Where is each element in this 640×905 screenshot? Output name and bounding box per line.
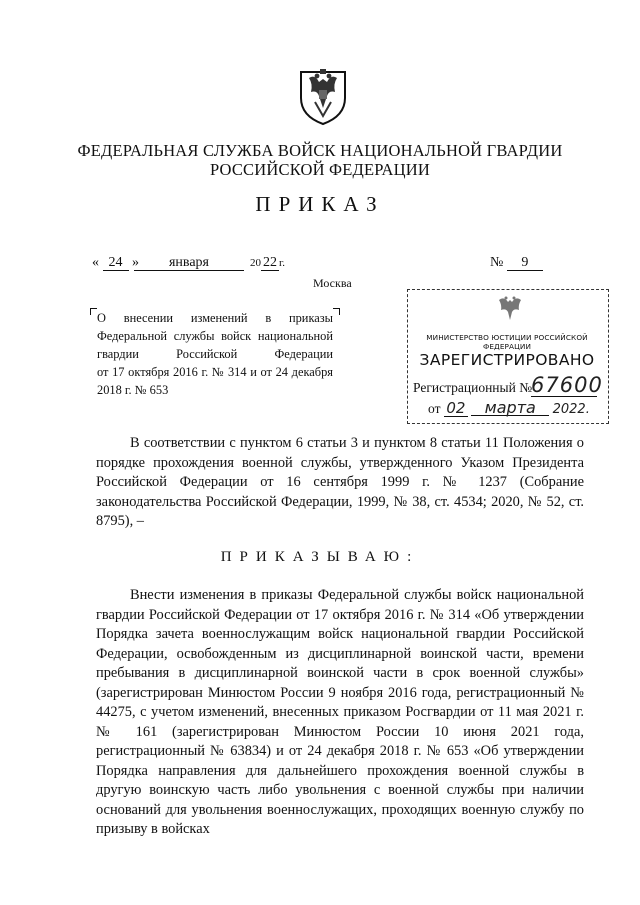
preamble-paragraph: В соответствии с пунктом 6 статьи 3 и пунктом 8 статьи 11 Положения о порядке прохождения военной службы, утвержденного Указом Президента Российской Федерации от 16 сентября 1999 г. № 1237 (Собрание законодательства Российской Федерации, 1999, № 38, ст. 4534; 2020, № 52, ст. 8795), – xyxy=(96,435,584,529)
subject-line: от 17 октября 2016 г. № 314 и от 24 декабря xyxy=(97,365,333,379)
stamp-date-from: от xyxy=(428,401,441,416)
stamp-registered-label: ЗАРЕГИСТРИРОВАНО xyxy=(419,351,595,369)
date-year-suffix: 22 xyxy=(263,255,277,270)
subject-line: О внесении изменений в приказы xyxy=(97,311,333,325)
stamp-date xyxy=(428,400,590,417)
date-year-abbr: г. xyxy=(279,257,286,269)
stamp-reg-number-value: 67600 xyxy=(531,373,603,397)
order-number: 9 xyxy=(507,255,543,271)
date-month-field xyxy=(134,255,244,271)
stamp-ministry-name: МИНИСТЕРСТВО ЮСТИЦИИ РОССИЙСКОЙ ФЕДЕРАЦИИ xyxy=(426,333,588,351)
date-field xyxy=(92,255,139,271)
stamp-emblem-icon xyxy=(493,292,527,326)
city-name: Москва xyxy=(313,276,352,290)
state-emblem-icon xyxy=(291,62,355,126)
date-open-quote: « xyxy=(92,255,99,270)
stamp-reg-number-label: Регистрационный № xyxy=(413,380,533,395)
order-word: ПРИКАЗЫВАЮ: xyxy=(220,549,420,565)
order-number-label: № xyxy=(490,255,504,270)
stamp-date-year: 2022. xyxy=(552,402,590,417)
subject-corner-right xyxy=(333,308,340,315)
stamp-date-month: марта xyxy=(471,400,549,416)
date-year-field xyxy=(250,255,285,271)
date-year-prefix: 20 xyxy=(250,257,261,269)
stamp-date-day: 02 xyxy=(444,401,468,417)
subject-line: Федеральной службы войск национальной xyxy=(97,329,333,343)
subject-line: гвардии Российской Федерации xyxy=(97,347,333,361)
date-month: января xyxy=(134,255,244,271)
date-close-quote: » xyxy=(132,255,139,270)
order-paragraph: Внести изменения в приказы Федеральной службы войск национальной гвардии Российской Федерации от 17 октября 2016 г. № 314 «Об утверждении Порядка зачета военнослужащим войск национальной гвардии Российской Федерации, освобожденным из дисциплинарной воинской части, времени пребывания в дисциплинарной воинской части в срок военной службы» (зарегистрирован Минюстом России 9 ноября 2016 года, регистрационный № 44275, с учетом изменений, внесенных приказом Росгвардии от 11 мая 2021 г. № 161 (зарегистрирован Минюстом России 10 июня 2021 года, регистрационный № 63834) и от 24 декабря 2018 г. № 653 «Об утверждении Порядка направления для дальнейшего прохождения военной службы в другую воинскую часть либо увольнения с военной службы при наличии оснований для увольнения военнослужащих, проходящих военную службу по призыву в войсках xyxy=(96,587,584,837)
organization-name-line2: РОССИЙСКОЙ ФЕДЕРАЦИИ xyxy=(209,160,431,179)
subject-corner-left xyxy=(90,308,97,315)
document-subject xyxy=(97,309,333,399)
document-type-title: ПРИКАЗ xyxy=(255,192,385,216)
subject-line: 2018 г. № 653 xyxy=(97,383,169,397)
order-number-field xyxy=(490,255,543,271)
date-day: 24 xyxy=(103,255,129,271)
stamp-reg-number xyxy=(531,373,603,397)
organization-name-line1: ФЕДЕРАЛЬНАЯ СЛУЖБА ВОЙСК НАЦИОНАЛЬНОЙ ГВАРДИИ xyxy=(77,141,563,160)
